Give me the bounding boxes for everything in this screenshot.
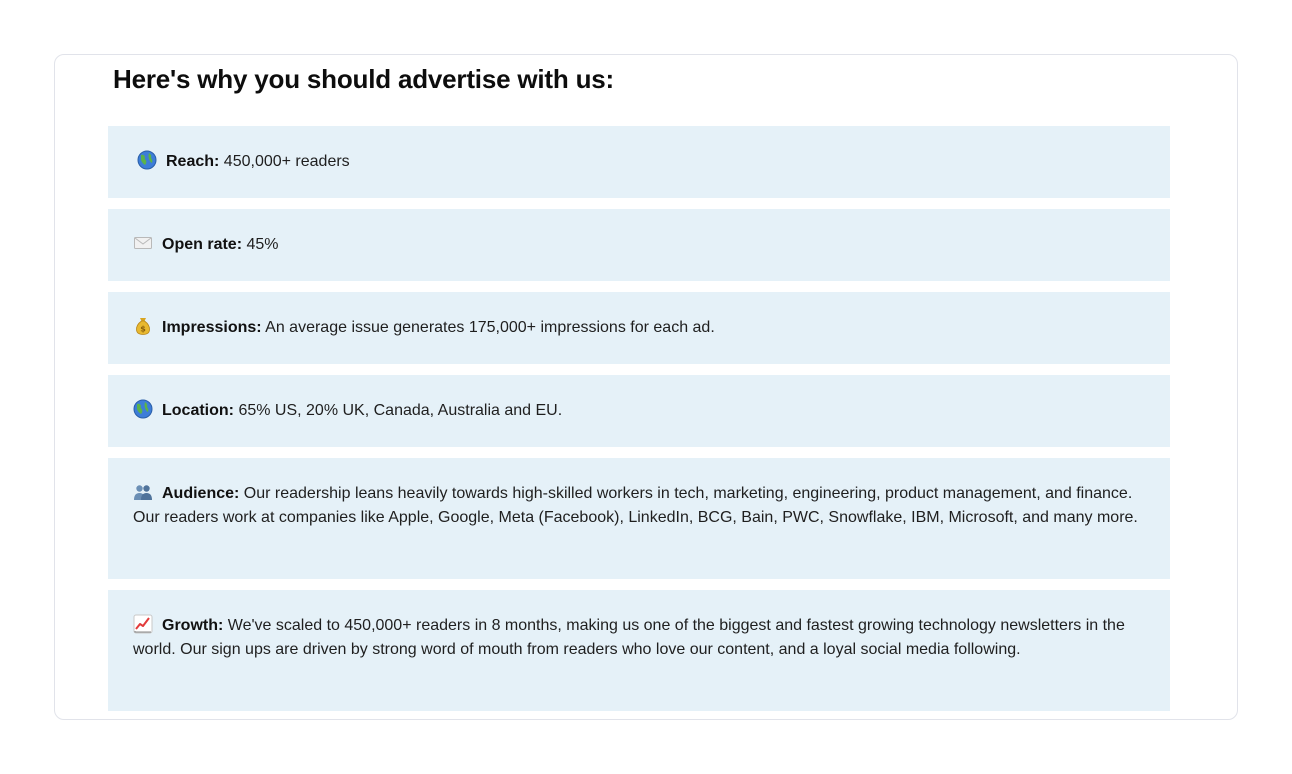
envelope-icon xyxy=(133,233,153,253)
item-label: Location: xyxy=(162,402,234,419)
list-item-open-rate xyxy=(108,209,1170,281)
chart-increasing-icon xyxy=(133,614,153,634)
item-text: Our readership leans heavily towards high-skilled workers in tech, marketing, engineering, product management, and finance. Our readers work at companies like Apple, Google, Meta (Facebook), LinkedIn, BCG, Bain, PWC, Snowflake, IBM, Microsoft, and many more. xyxy=(133,485,1138,526)
globe-icon xyxy=(133,399,153,419)
list-item-growth xyxy=(108,590,1170,711)
section-heading: Here's why you should advertise with us: xyxy=(113,64,614,94)
benefits-list xyxy=(108,126,1170,720)
list-item-audience xyxy=(108,458,1170,579)
list-item-location xyxy=(108,375,1170,447)
svg-text:$: $ xyxy=(140,324,146,334)
list-item-reach xyxy=(108,126,1170,198)
people-icon xyxy=(133,482,153,502)
item-text: 65% US, 20% UK, Canada, Australia and EU. xyxy=(234,402,563,419)
item-text: 45% xyxy=(242,236,279,253)
item-label: Audience: xyxy=(162,485,240,502)
item-text: An average issue generates 175,000+ impressions for each ad. xyxy=(261,319,715,336)
item-label: Growth: xyxy=(162,617,224,634)
list-item-impressions xyxy=(108,292,1170,364)
globe-icon xyxy=(137,150,157,170)
item-label: Open rate: xyxy=(162,236,243,253)
item-text: 450,000+ readers xyxy=(219,153,350,170)
item-label: Impressions: xyxy=(162,319,262,336)
money-bag-icon xyxy=(133,316,153,336)
item-text: We've scaled to 450,000+ readers in 8 months, making us one of the biggest and fastest growing technology newsletters in the world. Our sign ups are driven by strong word of mouth from readers who love our content, and a loyal social media following. xyxy=(133,617,1125,658)
item-label: Reach: xyxy=(166,153,220,170)
advertise-card xyxy=(54,54,1238,720)
